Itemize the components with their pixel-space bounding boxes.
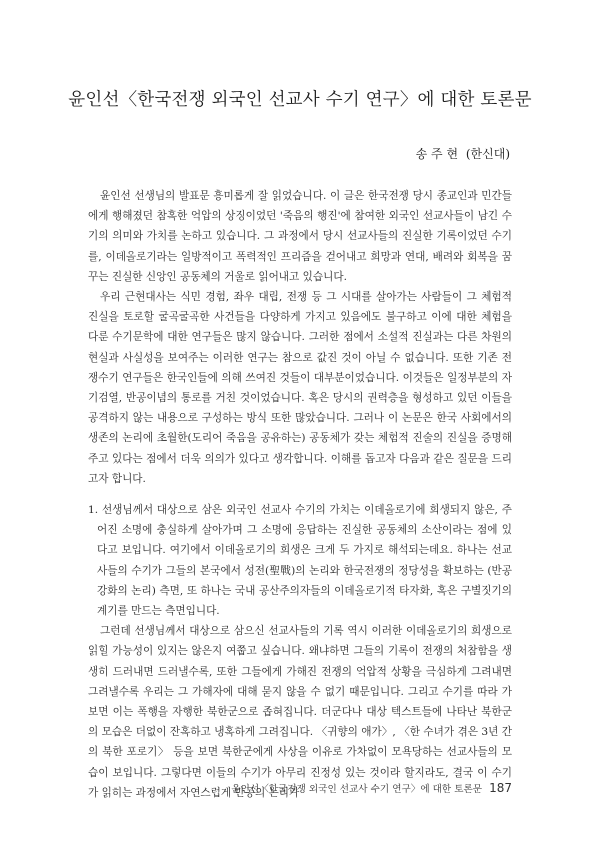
question-text: 선생님께서 대상으로 삼은 외국인 선교사 수기의 가치는 이데올로기에 희생되지 않은, 주어진 소명에 충실하게 살아가며 그 소명에 응답하는 진실한 공동체의 소산이라는 점에 있다고 보입니다. 여기에서 이데올로기의 희생은 크게 두 가지로 해석되는데요. 하나는 선교사들의 수기가 그들의 본국에서 성전(聖戰)의 논리와 한국전쟁의 정당성을 확보하는 (반공 강화의 논리) 측면, 또 하나는 국내 공산주의자들의 이데올로기적 타자화, 혹은 구별짓기의 계기를 만드는 측면입니다. — [97, 504, 512, 618]
page-number: 187 — [489, 781, 512, 795]
author-line — [416, 145, 510, 162]
author-name: 송 주 현 — [415, 147, 459, 161]
body-text — [88, 186, 512, 803]
paragraph: 우리 근현대사는 식민 경험, 좌우 대립, 전쟁 등 그 시대를 살아가는 사람들이 그 체험적 진실을 토로할 굴곡굴곡한 사건들을 다양하게 가지고 있음에도 불구하고 이에 대한 체험을 다룬 수기문학에 대한 연구들은 많지 않습니다. 그러한 점에서 소설적 진실과는 다른 차원의 현실과 사실성을 보여주는 이러한 연구는 참으로 값진 것이 아닐 수 없습니다. 또한 기존 전쟁수기 연구들은 한국인들에 의해 쓰여진 것들이 대부분이었습니다. 이것들은 일정부분의 자기검열, 반공이념의 통로를 거친 것이었습니다. 혹은 당시의 권력층을 형성하고 있던 이들을 공격하지 않는 내용으로 구성하는 방식 또한 많았습니다. 그러나 이 논문은 한국 사회에서의 생존의 논리에 초월한(도리어 죽음을 공유하는) 공동체가 갖는 체험적 진술의 진실을 증명해 주고 있다는 점에서 더욱 의의가 있다고 생각합니다. 이해를 돕고자 다음과 같은 질문을 드리고자 합니다. — [88, 291, 512, 485]
running-title: 윤인선〈한국전쟁 외국인 선교사 수기 연구〉에 대한 토론문 — [231, 784, 483, 795]
page-footer — [231, 781, 512, 795]
question-item — [88, 500, 512, 621]
question-number: 1. — [88, 504, 99, 517]
page-title: 윤인선〈한국전쟁 외국인 선교사 수기 연구〉에 대한 토론문 — [68, 90, 532, 110]
paragraph: 윤인선 선생님의 발표문 흥미롭게 잘 읽었습니다. 이 글은 한국전쟁 당시 종교인과 민간들에게 행해졌던 참혹한 억압의 상징이었던 '죽음의 행진'에 참여한 외국인 선교사들이 남긴 수기의 의미와 가치를 논하고 있습니다. 그 과정에서 당시 선교사들의 진실한 기록이었던 수기를, 이데올로기라는 일방적이고 폭력적인 프리즘을 걷어내고 희망과 연대, 배려와 회복을 꿈꾸는 진실한 신앙인 공동체의 거울로 읽어내고 있습니다. — [88, 190, 512, 283]
question-continuation: 그런데 선생님께서 대상으로 삼으신 선교사들의 기록 역시 이러한 이데올로기의 희생으로 읽힐 가능성이 있지는 않은지 여쭙고 싶습니다. 왜냐하면 그들의 기록이 전쟁의 처참함을 생생히 드러내면 드러낼수록, 또한 그들에게 가해진 전쟁의 억압적 상황을 극심하게 그려내면 그려낼수록 우리는 그 가해자에 대해 묻지 않을 수 없기 때문입니다. 그리고 수기를 따라 가보면 이는 폭행을 자행한 북한군으로 좁혀집니다. 더군다나 대상 텍스트들에 나타난 북한군의 모습은 더없이 잔혹하고 냉혹하게 그려집니다. 〈귀향의 애가〉, 〈한 수녀가 겪은 3년 간의 북한 포로기〉 등을 보면 북한군에게 사상을 이유로 가차없이 모욕당하는 선교사들의 모습이 보입니다. 그렇다면 이들의 수기가 아무리 진정성 있는 것이라 할지라도, 결국 이 수기가 읽히는 과정에서 자연스럽게 반공의 논리가 — [88, 625, 512, 799]
author-affiliation: (한신대) — [465, 147, 510, 161]
